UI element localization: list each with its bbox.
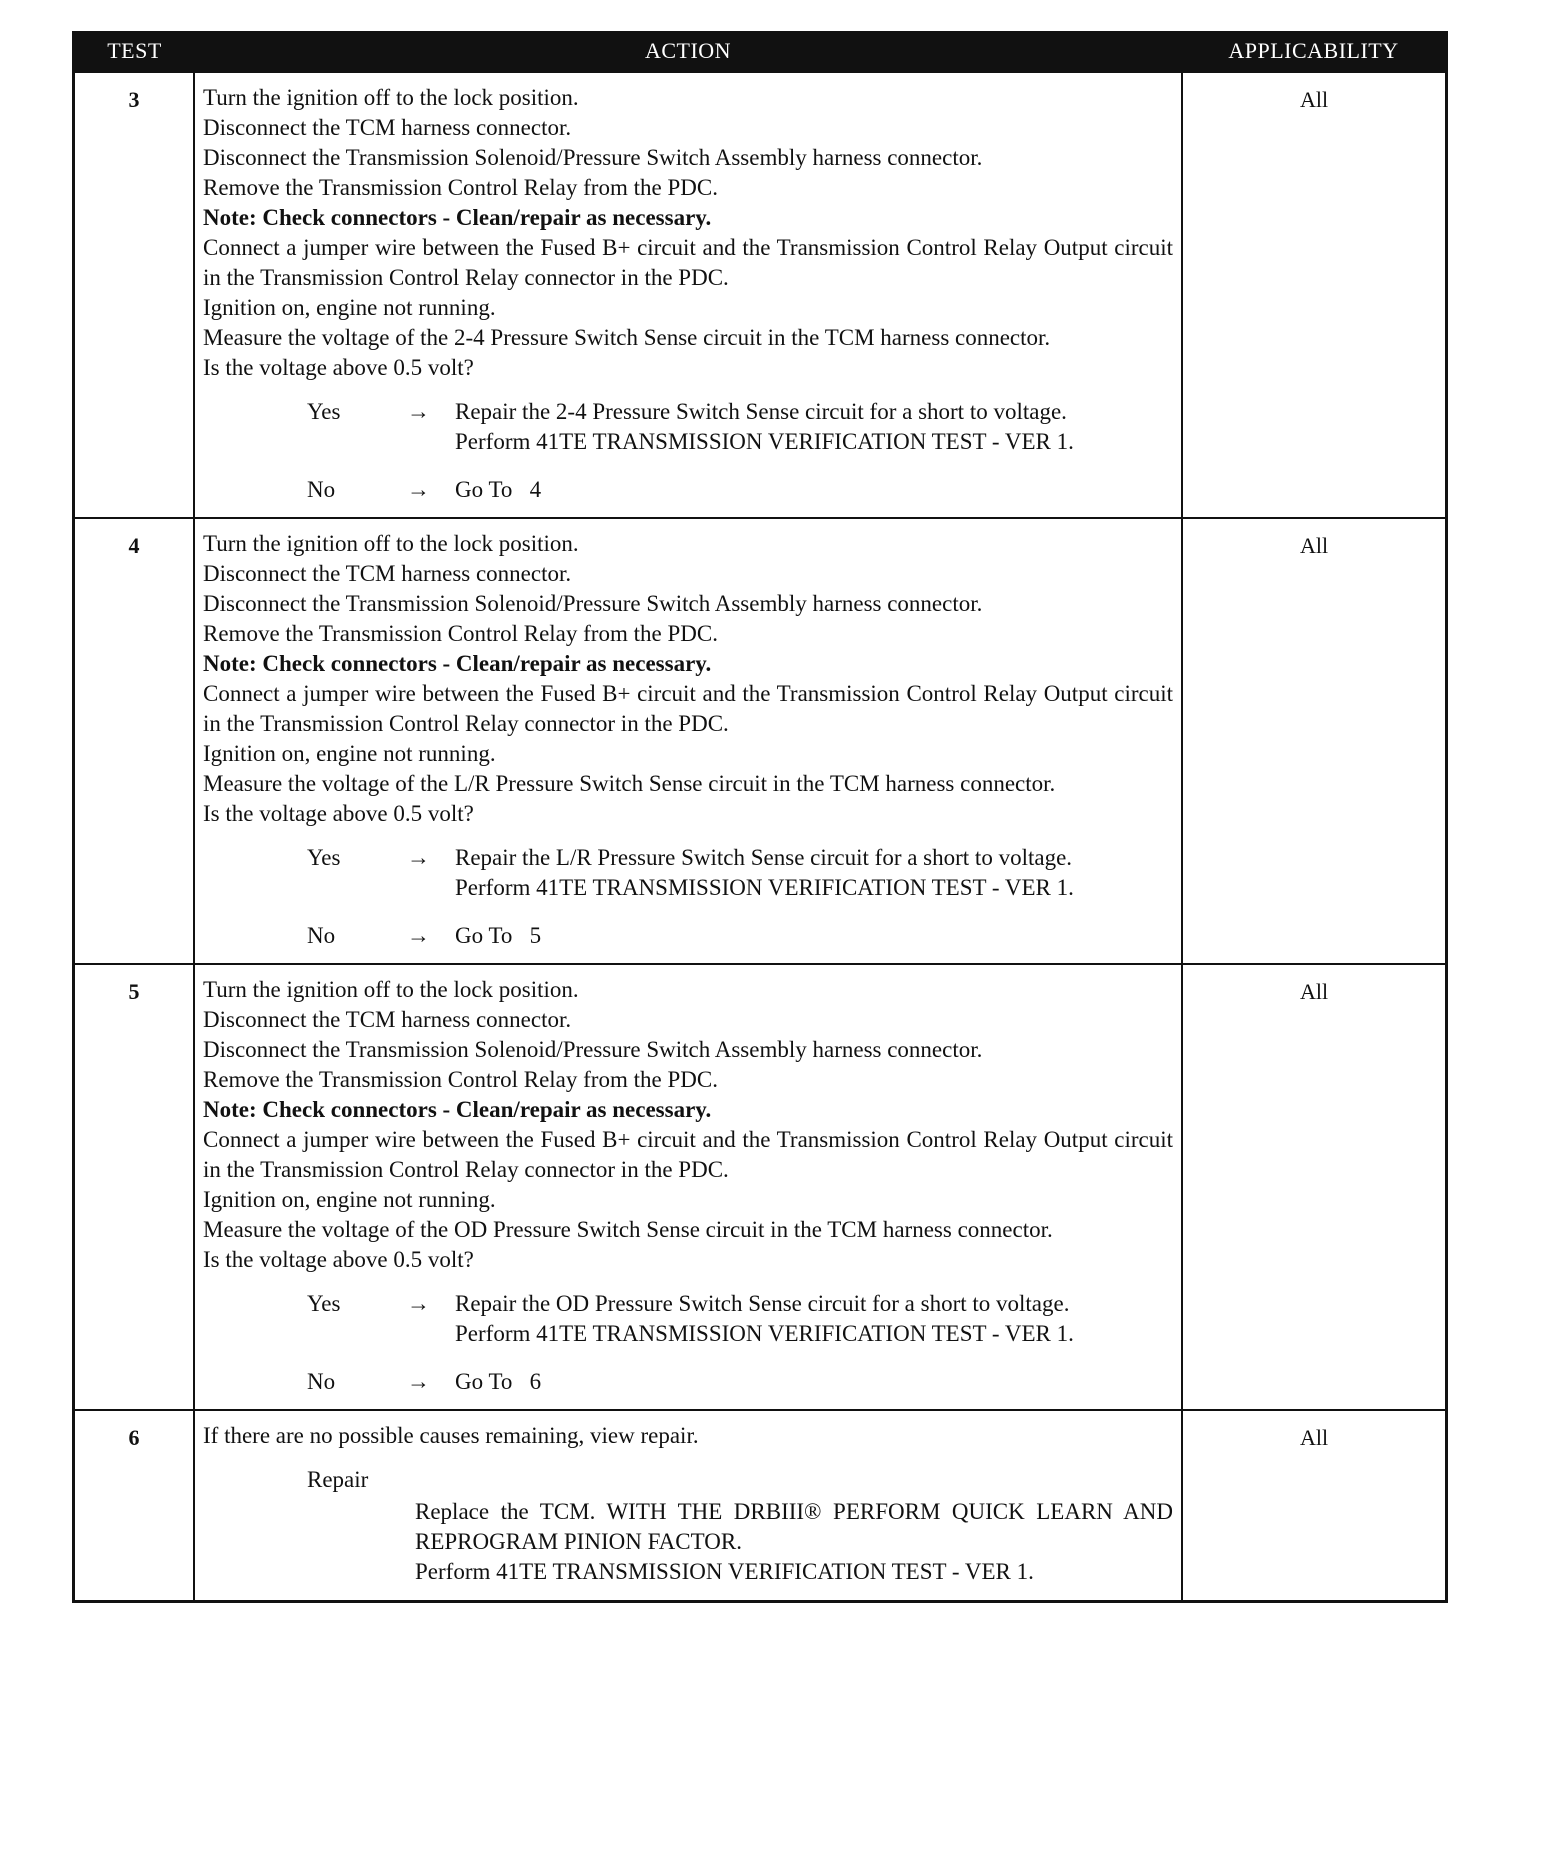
- arrow-icon: →: [407, 477, 430, 502]
- yes-branch: [203, 1289, 1173, 1349]
- action-cell: [194, 964, 1182, 1410]
- step-text: Ignition on, engine not running.: [203, 295, 496, 320]
- yes-perform: Perform 41TE TRANSMISSION VERIFICATION TEST - VER 1.: [455, 875, 1074, 900]
- note-text: Note: Check connectors - Clean/repair as necessary.: [203, 1097, 712, 1122]
- yes-perform: Perform 41TE TRANSMISSION VERIFICATION TEST - VER 1.: [455, 1321, 1074, 1346]
- step-text: Measure the voltage of the 2-4 Pressure Switch Sense circuit in the TCM harness connector.: [203, 325, 1051, 350]
- yes-text: Repair the OD Pressure Switch Sense circuit for a short to voltage.: [455, 1291, 1070, 1316]
- step-text: Measure the voltage of the L/R Pressure Switch Sense circuit in the TCM harness connector.: [203, 771, 1056, 796]
- step-text: Remove the Transmission Control Relay from the PDC.: [203, 621, 718, 646]
- step-text: Disconnect the Transmission Solenoid/Pressure Switch Assembly harness connector.: [203, 591, 983, 616]
- header-row: [75, 31, 1445, 72]
- action-cell: [194, 1410, 1182, 1600]
- diagnostic-table: [72, 31, 1448, 1603]
- question-text: Is the voltage above 0.5 volt?: [203, 1247, 474, 1272]
- step-text: Disconnect the TCM harness connector.: [203, 115, 572, 140]
- header-applicability: APPLICABILITY: [1182, 31, 1445, 72]
- step-text: Ignition on, engine not running.: [203, 741, 496, 766]
- test-number: 4: [75, 518, 194, 964]
- repair-body: [203, 1497, 1173, 1587]
- yes-label: Yes: [307, 399, 341, 424]
- step-text: Disconnect the Transmission Solenoid/Pressure Switch Assembly harness connector.: [203, 1037, 983, 1062]
- step-text: Disconnect the TCM harness connector.: [203, 561, 572, 586]
- step-text: Connect a jumper wire between the Fused B+ circuit and the Transmission Control Relay Output circuit in the Transmission Control Relay connector in the PDC.: [203, 235, 1173, 290]
- test-number: 5: [75, 964, 194, 1410]
- action-cell: [194, 518, 1182, 964]
- arrow-icon: →: [407, 1369, 430, 1394]
- action-cell: [194, 72, 1182, 518]
- no-branch: [203, 921, 1173, 951]
- table-row: [75, 518, 1445, 964]
- header-test: TEST: [75, 31, 194, 72]
- arrow-icon: →: [407, 845, 430, 870]
- step-text: Turn the ignition off to the lock position.: [203, 531, 579, 556]
- applicability-cell: All: [1182, 72, 1445, 518]
- applicability-cell: All: [1182, 518, 1445, 964]
- step-text: Disconnect the Transmission Solenoid/Pressure Switch Assembly harness connector.: [203, 145, 983, 170]
- step-text: Remove the Transmission Control Relay from the PDC.: [203, 1067, 718, 1092]
- step-text: Disconnect the TCM harness connector.: [203, 1007, 572, 1032]
- table-row: [75, 72, 1445, 518]
- no-label: No: [307, 923, 336, 948]
- arrow-icon: →: [407, 1291, 430, 1316]
- note-text: Note: Check connectors - Clean/repair as necessary.: [203, 651, 712, 676]
- arrow-icon: →: [407, 399, 430, 424]
- header-action: ACTION: [194, 31, 1182, 72]
- applicability-cell: All: [1182, 964, 1445, 1410]
- no-branch: [203, 475, 1173, 505]
- yes-label: Yes: [307, 1291, 341, 1316]
- applicability-cell: All: [1182, 1410, 1445, 1600]
- yes-label: Yes: [307, 845, 341, 870]
- question-text: Is the voltage above 0.5 volt?: [203, 801, 474, 826]
- table-row: [75, 1410, 1445, 1600]
- yes-branch: [203, 843, 1173, 903]
- yes-perform: Perform 41TE TRANSMISSION VERIFICATION TEST - VER 1.: [455, 429, 1074, 454]
- no-branch: [203, 1367, 1173, 1397]
- note-text: Note: Check connectors - Clean/repair as necessary.: [203, 205, 712, 230]
- step-text: Connect a jumper wire between the Fused B+ circuit and the Transmission Control Relay Output circuit in the Transmission Control Relay connector in the PDC.: [203, 681, 1173, 736]
- step-text: Remove the Transmission Control Relay from the PDC.: [203, 175, 718, 200]
- step-text: Measure the voltage of the OD Pressure Switch Sense circuit in the TCM harness connector.: [203, 1217, 1053, 1242]
- question-text: Is the voltage above 0.5 volt?: [203, 355, 474, 380]
- test-number: 3: [75, 72, 194, 518]
- yes-branch: [203, 397, 1173, 457]
- arrow-icon: →: [407, 923, 430, 948]
- step-text: Turn the ignition off to the lock position.: [203, 977, 579, 1002]
- no-label: No: [307, 477, 336, 502]
- yes-text: Repair the 2-4 Pressure Switch Sense circuit for a short to voltage.: [455, 399, 1067, 424]
- no-text: Go To 6: [455, 1369, 542, 1394]
- test-number: 6: [75, 1410, 194, 1600]
- yes-text: Repair the L/R Pressure Switch Sense circuit for a short to voltage.: [455, 845, 1073, 870]
- table-row: [75, 964, 1445, 1410]
- step-text: Turn the ignition off to the lock position.: [203, 85, 579, 110]
- repair-perform: Perform 41TE TRANSMISSION VERIFICATION TEST - VER 1.: [415, 1559, 1034, 1584]
- step-text: Ignition on, engine not running.: [203, 1187, 496, 1212]
- repair-text: Replace the TCM. WITH THE DRBIII® PERFORM QUICK LEARN AND REPROGRAM PINION FACTOR.: [415, 1499, 1173, 1554]
- no-text: Go To 5: [455, 923, 542, 948]
- no-text: Go To 4: [455, 477, 542, 502]
- step-text: If there are no possible causes remaining, view repair.: [203, 1423, 699, 1448]
- step-text: Connect a jumper wire between the Fused B+ circuit and the Transmission Control Relay Output circuit in the Transmission Control Relay connector in the PDC.: [203, 1127, 1173, 1182]
- repair-label: Repair: [307, 1467, 369, 1492]
- no-label: No: [307, 1369, 336, 1394]
